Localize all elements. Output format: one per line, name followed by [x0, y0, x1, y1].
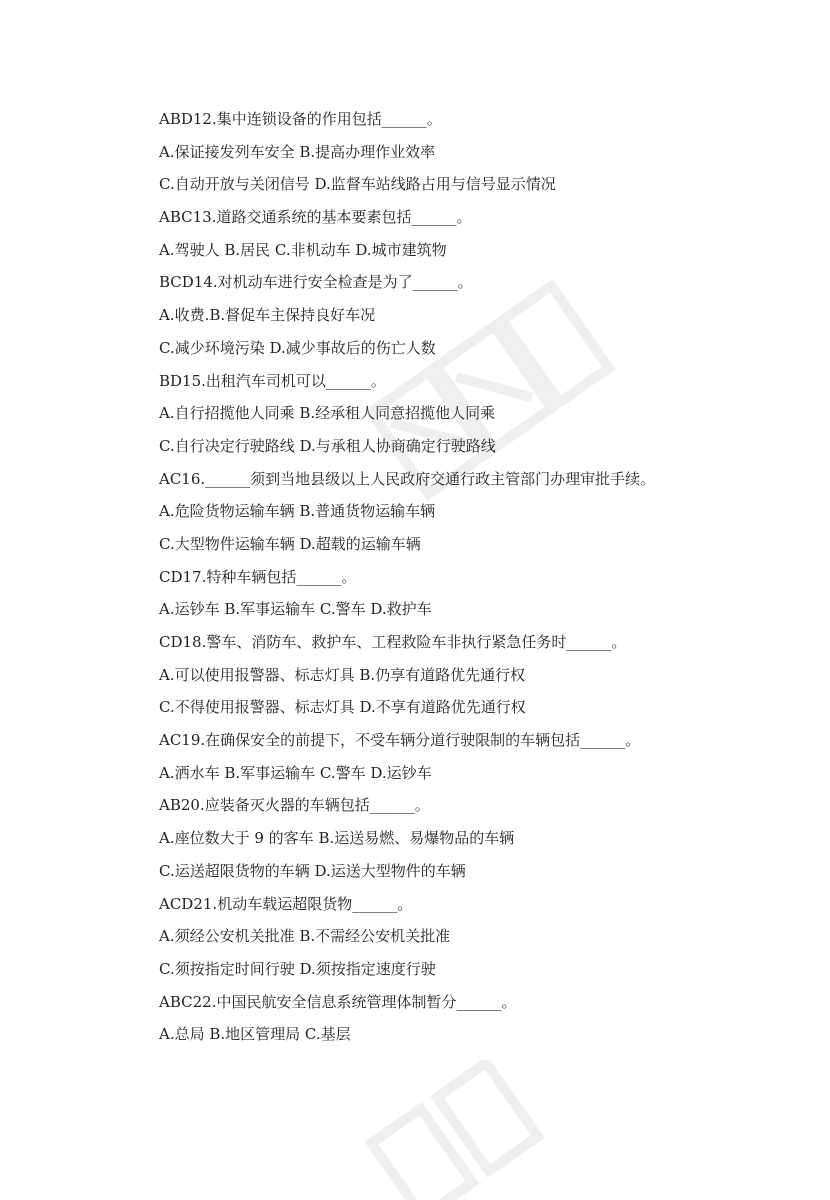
- question-17: CD17.特种车辆包括______。: [159, 567, 357, 586]
- question-15-options-cd: C.自行决定行驶路线 D.与承租人协商确定行驶路线: [159, 436, 496, 455]
- question-22-options: A.总局 B.地区管理局 C.基层: [159, 1025, 351, 1044]
- question-20-options-ab: A.座位数大于 9 的客车 B.运送易燃、易爆物品的车辆: [159, 829, 515, 848]
- question-22: ABC22.中国民航安全信息系统管理体制暂分______。: [159, 992, 517, 1011]
- document-content: [159, 103, 779, 1051]
- question-19-options: A.洒水车 B.军事运输车 C.警车 D.运钞车: [159, 763, 432, 782]
- question-12: ABD12.集中连锁设备的作用包括______。: [159, 110, 442, 128]
- question-14: BCD14.对机动车进行安全检查是为了______。: [159, 273, 473, 292]
- question-12-options-cd: C.自动开放与关闭信号 D.监督车站线路占用与信号显示情况: [159, 175, 556, 194]
- question-13-options: A.驾驶人 B.居民 C.非机动车 D.城市建筑物: [159, 240, 447, 259]
- question-17-options: A.运钞车 B.军事运输车 C.警车 D.救护车: [159, 600, 432, 619]
- question-15-options-ab: A.自行招揽他人同乘 B.经承租人同意招揽他人同乘: [159, 404, 496, 423]
- question-18-options-cd: C.不得使用报警器、标志灯具 D.不享有道路优先通行权: [159, 698, 526, 717]
- question-16-options-ab: A.危险货物运输车辆 B.普通货物运输车辆: [159, 502, 436, 521]
- question-15: BD15.出租汽车司机可以______。: [159, 371, 386, 390]
- question-21: ACD21.机动车载运超限货物______。: [159, 894, 413, 913]
- question-20-options-cd: C.运送超限货物的车辆 D.运送大型物件的车辆: [159, 861, 466, 880]
- question-13: ABC13.道路交通系统的基本要素包括______。: [159, 208, 472, 227]
- watermark-icon-bottom: [360, 1060, 560, 1200]
- question-21-options-cd: C.须按指定时间行驶 D.须按指定速度行驶: [159, 959, 436, 978]
- question-18: CD18.警车、消防车、救护车、工程救险车非执行紧急任务时______。: [159, 633, 627, 651]
- question-16-options-cd: C.大型物件运输车辆 D.超载的运输车辆: [159, 534, 421, 553]
- question-19: AC19.在确保安全的前提下，不受车辆分道行驶限制的车辆包括______。: [159, 731, 641, 750]
- question-14-options-ab: A.收费.B.督促车主保持良好车况: [159, 306, 376, 325]
- question-16: AC16.______须到当地县级以上人民政府交通行政主管部门办理审批手续。: [159, 469, 656, 488]
- question-20: AB20.应装备灭火器的车辆包括______。: [159, 796, 430, 815]
- question-21-options-ab: A.须经公安机关批准 B.不需经公安机关批准: [159, 927, 451, 946]
- question-14-options-cd: C.减少环境污染 D.减少事故后的伤亡人数: [159, 338, 436, 357]
- question-12-options-ab: A.保证接发列车安全 B.提高办理作业效率: [159, 142, 436, 161]
- question-18-options-ab: A.可以使用报警器、标志灯具 B.仍享有道路优先通行权: [159, 665, 526, 684]
